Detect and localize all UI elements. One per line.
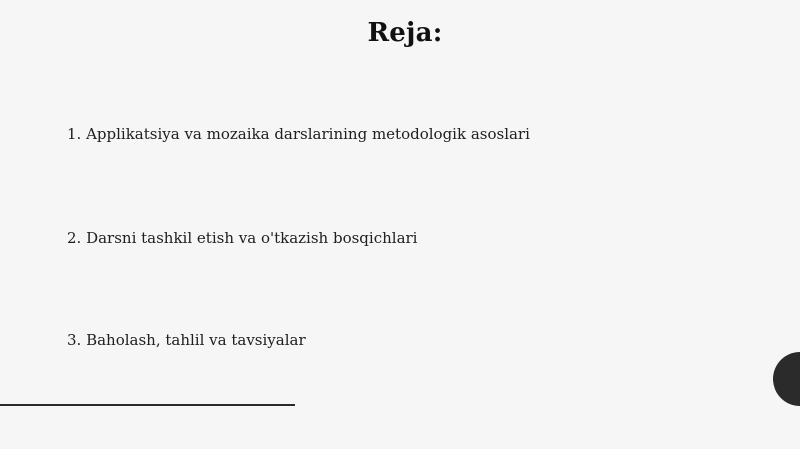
plan-item: 3. Baholash, tahlil va tavsiyalar [67,331,306,349]
plan-item: 2. Darsni tashkil etish va o'tkazish bosqichlari [67,229,418,247]
slide-title: Reja: [367,18,443,48]
bottom-divider [0,404,295,406]
plan-item: 1. Applikatsiya va mozaika darslarining metodologik asoslari [67,125,530,143]
dark-circle-icon [773,352,800,406]
